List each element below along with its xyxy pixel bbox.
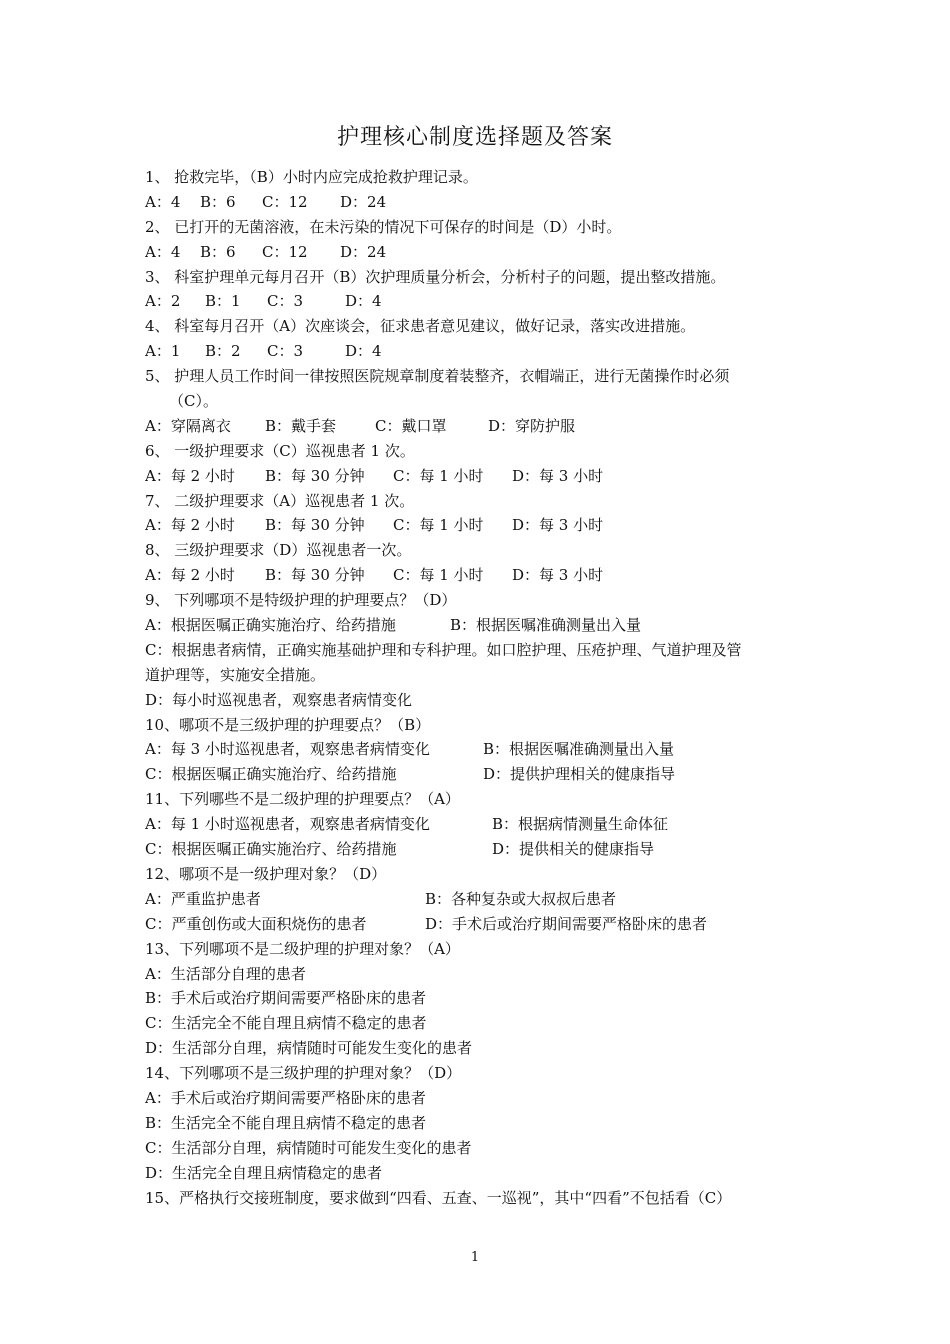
question-2: 2、 已打开的无菌溶液，在未污染的情况下可保存的时间是（D）小时。 [145,217,622,236]
options-row [145,240,815,265]
options-row [145,613,815,638]
option: C：根据医嘱正确实施治疗、给药措施 [145,840,397,859]
option-text: D：生活完全自理且病情稳定的患者 [145,1163,383,1182]
option: B：各种复杂或大叔叔后患者 [425,889,617,908]
options-row [145,464,815,489]
options-row [145,289,815,314]
option: A：1 [145,342,181,361]
option: D：手术后或治疗期间需要严格卧床的患者 [425,914,708,933]
option-text: C：生活完全不能自理且病情不稳定的患者 [145,1014,427,1033]
question-12: 12、哪项不是一级护理对象？（D） [145,864,387,883]
option: A：4 [145,242,181,261]
option: B：戴手套 [265,416,337,435]
options-row [145,190,815,215]
option: D：每 3 小时 [512,466,604,485]
option: B：6 [200,242,236,261]
option: B：根据医嘱准确测量出入量 [450,616,642,635]
options-row [145,812,815,837]
question-5: 5、 护理人员工作时间一律按照医院规章制度着装整齐，衣帽端正，进行无菌操作时必须 [145,367,730,386]
question-13: 13、下列哪项不是二级护理的护理对象？（A） [145,939,460,958]
option-text-continued: 道护理等，实施安全措施。 [145,665,326,684]
option: D：4 [345,292,382,311]
option: D：每 3 小时 [512,516,604,535]
options-row [145,912,815,937]
question-8: 8、 三级护理要求（D）巡视患者一次。 [145,541,412,560]
option: B：根据医嘱准确测量出入量 [483,740,675,759]
option: C：12 [262,242,308,261]
option: A：穿隔离衣 [145,416,231,435]
option: C：戴口罩 [375,416,447,435]
option: C：每 1 小时 [393,516,484,535]
option: B：6 [200,192,236,211]
option: B：根据病情测量生命体征 [492,815,669,834]
option: A：每 2 小时 [145,466,235,485]
option: A：每 2 小时 [145,516,235,535]
option: B：每 30 分钟 [265,516,365,535]
option-text: D：生活部分自理，病情随时可能发生变化的患者 [145,1039,473,1058]
option: B：每 30 分钟 [265,466,365,485]
options-row [145,762,815,787]
question-1: 1、 抢救完毕，（B）小时内应完成抢救护理记录。 [145,168,478,186]
question-14: 14、下列哪项不是三级护理的护理对象？（D） [145,1064,462,1083]
option-text: D：每小时巡视患者，观察患者病情变化 [145,690,413,709]
question-11: 11、下列哪些不是二级护理的护理要点？（A） [145,790,460,809]
option: A：2 [145,292,181,311]
option: D：24 [340,192,387,211]
options-row [145,414,815,439]
question-10: 10、哪项不是三级护理的护理要点？（B） [145,715,431,734]
option-text: C：生活部分自理，病情随时可能发生变化的患者 [145,1138,472,1157]
option: C：3 [267,342,304,361]
options-row [145,887,815,912]
option: D：提供护理相关的健康指导 [483,765,676,784]
option: C：每 1 小时 [393,466,484,485]
option: A：4 [145,192,181,211]
option: D：4 [345,342,382,361]
option: C：3 [267,292,304,311]
question-3: 3、 科室护理单元每月召开（B）次护理质量分析会，分析村子的问题，提出整改措施。 [145,267,726,286]
option: A：每 2 小时 [145,566,235,585]
option: D：24 [340,242,387,261]
option: A：每 3 小时巡视患者，观察患者病情变化 [145,740,430,759]
option: C：根据医嘱正确实施治疗、给药措施 [145,765,397,784]
option-text: A：生活部分自理的患者 [145,964,306,983]
question-4: 4、 科室每月召开（A）次座谈会，征求患者意见建议，做好记录，落实改进措施。 [145,317,696,336]
option: A：严重监护患者 [145,889,261,908]
question-6: 6、 一级护理要求（C）巡视患者 1 次。 [145,441,415,460]
document-body [145,165,815,1210]
page-number: 1 [470,1250,480,1265]
option: B：2 [205,342,241,361]
options-row [145,563,815,588]
question-9: 9、 下列哪项不是特级护理的护理要点？（D） [145,591,457,610]
option: C：每 1 小时 [393,566,484,585]
option: C：12 [262,192,308,211]
question-5-continued: （C）。 [169,392,218,411]
option: A：根据医嘱正确实施治疗、给药措施 [145,616,396,635]
options-row [145,737,815,762]
option: A：每 1 小时巡视患者，观察患者病情变化 [145,815,430,834]
option: B：1 [205,292,241,311]
options-row [145,339,815,364]
option: D：提供相关的健康指导 [492,840,655,859]
option: D：每 3 小时 [512,566,604,585]
option: C：严重创伤或大面积烧伤的患者 [145,914,367,933]
document-title: 护理核心制度选择题及答案 [336,125,613,150]
question-7: 7、 二级护理要求（A）巡视患者 1 次。 [145,491,415,510]
option-text: B：手术后或治疗期间需要严格卧床的患者 [145,989,427,1008]
option-text: A：手术后或治疗期间需要严格卧床的患者 [145,1088,426,1107]
question-15: 15、严格执行交接班制度，要求做到“四看、五查、一巡视”，其中“四看”不包括看（C） [145,1188,732,1207]
options-row [145,837,815,862]
option-text: C：根据患者病情，正确实施基础护理和专科护理。如口腔护理、压疮护理、气道护理及管 [145,640,742,659]
options-row [145,513,815,538]
option-text: B：生活完全不能自理且病情不稳定的患者 [145,1113,427,1132]
option: B：每 30 分钟 [265,566,365,585]
option: D：穿防护服 [488,416,576,435]
